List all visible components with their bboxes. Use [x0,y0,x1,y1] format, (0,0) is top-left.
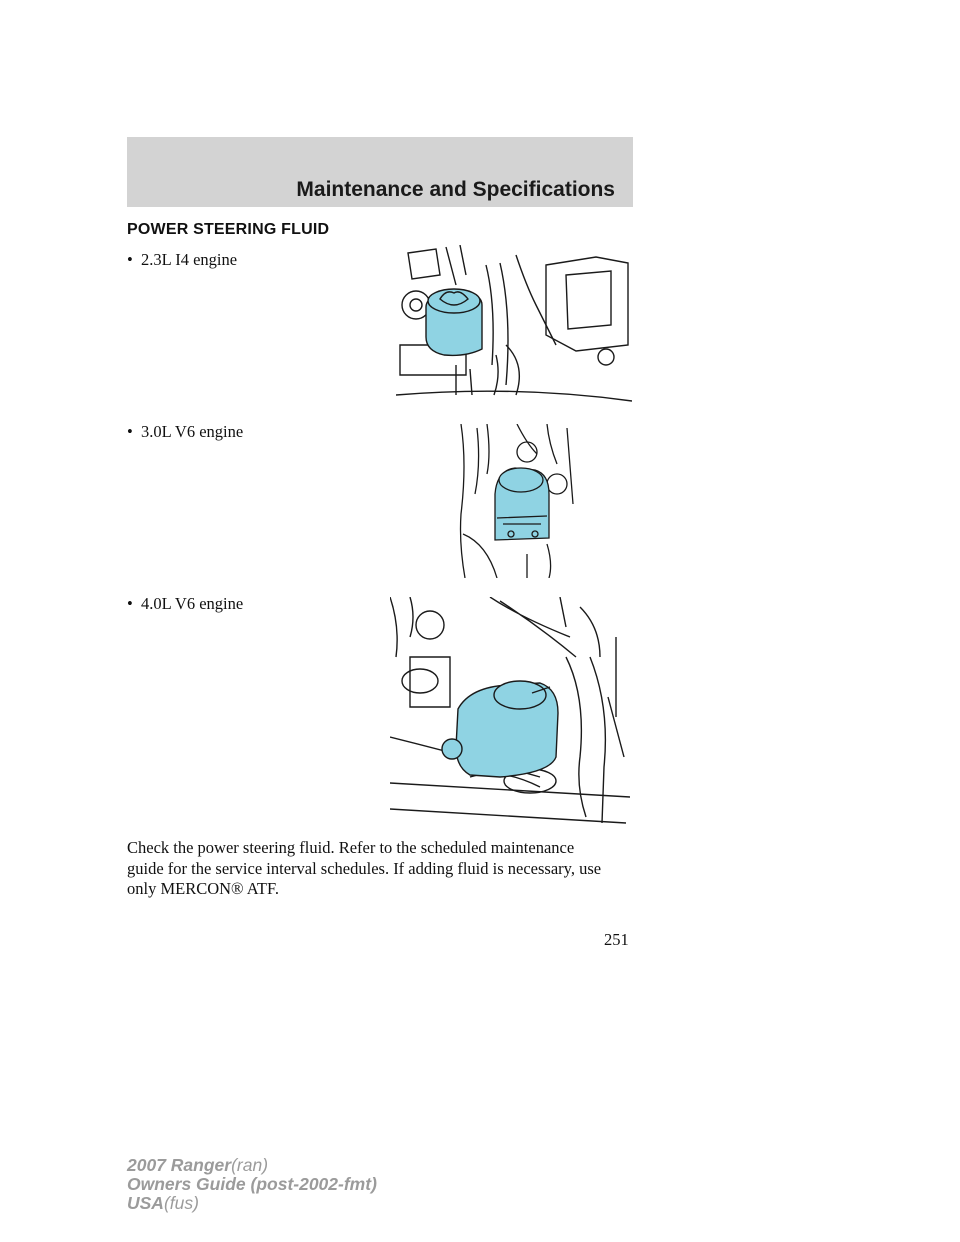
bullet-item-3-0l [127,422,243,442]
footer-market: USA [127,1193,164,1213]
body-line: guide for the service interval schedules. If adding fluid is necessary, use [127,858,602,878]
bullet-label: 2.3L I4 engine [141,250,238,269]
page-number: 251 [604,930,629,949]
footer-model-code: (ran) [231,1155,269,1175]
footer-line-1 [127,1156,377,1175]
footer-line-2 [127,1175,377,1194]
engine-2-3l-illustration [396,245,632,407]
engine-4-0l-illustration [390,597,630,827]
footer-imprint [127,1156,377,1213]
reservoir-highlight [442,681,558,777]
body-line: only MERCON® ATF. [127,879,279,898]
footer-line-3 [127,1194,377,1213]
header-band [127,137,633,207]
page-section-title: Maintenance and Specifications [296,178,615,201]
bullet-item-4-0l [127,594,243,614]
bullet-item-2-3l [127,250,237,270]
footer-guide: Owners Guide (post-2002-fmt) [127,1174,377,1194]
reservoir-highlight [495,468,549,540]
bullet-dot: • [127,250,133,269]
section-heading: POWER STEERING FLUID [127,221,330,238]
engine-3-0l-illustration [457,424,577,578]
reservoir-highlight [426,289,482,355]
bullet-dot: • [127,594,133,613]
bullet-label: 3.0L V6 engine [141,422,244,441]
footer-market-code: (fus) [163,1193,199,1213]
body-paragraph [127,838,647,900]
bullet-dot: • [127,422,133,441]
bullet-label: 4.0L V6 engine [141,594,244,613]
body-line: Check the power steering fluid. Refer to the scheduled maintenance [127,838,575,857]
footer-model: 2007 Ranger [127,1155,232,1175]
